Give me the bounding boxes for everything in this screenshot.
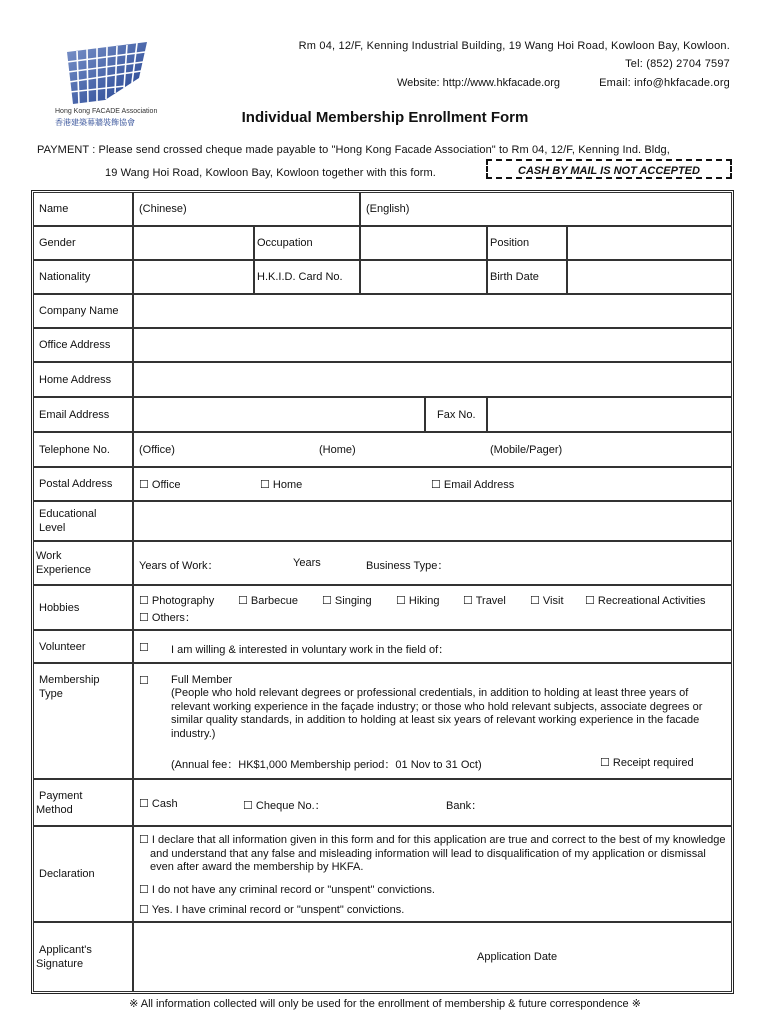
facade-grid-icon xyxy=(55,38,170,108)
volunteer-text: I am willing & interested in voluntary work in the field of： xyxy=(171,644,450,656)
name-label-cell xyxy=(33,192,133,226)
email-label-cell xyxy=(33,397,133,432)
telephone-label-cell xyxy=(33,432,133,467)
postal-address-label: Postal Address xyxy=(39,478,113,490)
declaration-true-checkbox[interactable]: ☐ I declare that all information given in this form and for this application are true and correct to the best of my knowledge and understand that any false and misleading information will lead to disqualification of my application or dismissal even after award the membership by HKFA. xyxy=(139,834,726,873)
membership-label-1: Membership xyxy=(39,674,100,686)
hobby-recreational-checkbox[interactable]: ☐ Recreational Activities xyxy=(585,595,706,607)
business-type-label: Business Type： xyxy=(366,560,449,572)
hobbies-label-cell xyxy=(33,585,133,630)
office-address-field[interactable] xyxy=(133,328,732,362)
tel-office-label: (Office) xyxy=(139,444,175,456)
postal-field xyxy=(133,467,732,501)
hobby-singing-checkbox[interactable]: ☐ Singing xyxy=(322,595,372,607)
work-label-cell xyxy=(33,541,133,585)
gender-field[interactable] xyxy=(133,226,254,260)
birth-label-cell xyxy=(487,260,567,294)
logo-english-name: Hong Kong FACADE Association xyxy=(55,108,158,115)
payment-method-label-1: Payment xyxy=(39,790,83,802)
office-address-label: Office Address xyxy=(39,339,111,351)
occupation-label-cell xyxy=(254,226,360,260)
address-line: Rm 04, 12/F, Kenning Industrial Building, 19 Wang Hoi Road, Kowloon Bay, Kowloon. xyxy=(298,40,730,52)
membership-label-cell xyxy=(33,663,133,779)
payment-instruction-1: PAYMENT : Please send crossed cheque made payable to "Hong Kong Facade Association" to Rm 04, 12/F, Kenning Ind. Bldg, xyxy=(37,144,670,156)
tel-mobile-label: (Mobile/Pager) xyxy=(490,444,563,456)
fax-label-cell xyxy=(425,397,487,432)
home-address-label-cell xyxy=(33,362,133,397)
hobby-visit-checkbox[interactable]: ☐ Visit xyxy=(530,595,564,607)
fax-label: Fax No. xyxy=(437,409,476,421)
volunteer-label: Volunteer xyxy=(39,641,86,653)
payment-instruction-2: 19 Wang Hoi Road, Kowloon Bay, Kowloon together with this form. xyxy=(105,167,436,179)
application-date-label: Application Date xyxy=(477,951,558,963)
occupation-field[interactable] xyxy=(360,226,487,260)
english-label: (English) xyxy=(366,203,410,215)
declaration-label-cell xyxy=(33,826,133,922)
signature-label-1: Applicant's xyxy=(39,944,92,956)
education-label-1: Educational xyxy=(39,508,97,520)
occupation-label: Occupation xyxy=(257,237,313,249)
office-address-label-cell xyxy=(33,328,133,362)
company-field[interactable] xyxy=(133,294,732,328)
position-label: Position xyxy=(490,237,530,249)
payment-method-field xyxy=(133,779,732,826)
nationality-field[interactable] xyxy=(133,260,254,294)
name-chinese-field[interactable] xyxy=(133,192,360,226)
gender-label-cell xyxy=(33,226,133,260)
footer-note: ※ All information collected will only be used for the enrollment of membership & future correspondence ※ xyxy=(129,998,641,1010)
work-label-2: Experience xyxy=(36,564,92,576)
position-field[interactable] xyxy=(567,226,732,260)
hobby-photography-checkbox[interactable]: ☐ Photography xyxy=(139,595,215,607)
email-field[interactable] xyxy=(133,397,425,432)
chinese-label: (Chinese) xyxy=(139,203,187,215)
signature-label-2: Signature xyxy=(36,958,84,970)
company-label: Company Name xyxy=(39,305,119,317)
years-of-work-label: Years of Work： xyxy=(139,560,219,572)
name-english-field[interactable] xyxy=(360,192,732,226)
hobby-travel-checkbox[interactable]: ☐ Travel xyxy=(463,595,506,607)
education-label-2: Level xyxy=(39,522,66,534)
birth-date-field[interactable] xyxy=(567,260,732,294)
tel-home-label: (Home) xyxy=(319,444,356,456)
criminal-record-checkbox[interactable]: ☐ Yes. I have criminal record or "unspent" convictions. xyxy=(139,904,405,916)
receipt-checkbox[interactable]: ☐ Receipt required xyxy=(600,757,694,769)
hobbies-label: Hobbies xyxy=(39,602,80,614)
email-address-label: Email Address xyxy=(39,409,110,421)
membership-label-2: Type xyxy=(39,688,63,700)
hobby-others-checkbox[interactable]: ☐ Others： xyxy=(139,612,196,624)
home-address-field[interactable] xyxy=(133,362,732,397)
email-line: Email: info@hkfacade.org xyxy=(599,77,730,89)
telephone-label: Telephone No. xyxy=(39,444,110,456)
volunteer-label-cell xyxy=(33,630,133,663)
postal-office-checkbox[interactable]: ☐ Office xyxy=(139,479,181,491)
website-text: Website: http://www.hkfacade.org xyxy=(397,77,561,89)
website-line xyxy=(397,77,560,89)
hkid-label-cell xyxy=(254,260,360,294)
volunteer-field xyxy=(133,630,732,663)
postal-label-cell xyxy=(33,467,133,501)
cash-checkbox[interactable]: ☐ Cash xyxy=(139,798,178,810)
birth-date-label: Birth Date xyxy=(490,271,539,283)
postal-home-checkbox[interactable]: ☐ Home xyxy=(260,479,303,491)
volunteer-checkbox[interactable]: ☐ xyxy=(139,642,149,654)
nationality-label: Nationality xyxy=(39,271,91,283)
work-label-1: Work xyxy=(36,550,62,562)
declaration-field xyxy=(133,826,732,922)
payment-method-label-cell xyxy=(33,779,133,826)
nationality-label-cell xyxy=(33,260,133,294)
annual-fee-text: (Annual fee：HK$1,000 Membership period：01 Nov to 31 Oct) xyxy=(171,759,482,771)
logo-chinese-name: 香港建築幕牆裝飾協會 xyxy=(55,118,135,127)
no-criminal-record-checkbox[interactable]: ☐ I do not have any criminal record or "unspent" convictions. xyxy=(139,884,435,896)
cheque-checkbox[interactable]: ☐ Cheque No.： xyxy=(243,800,326,812)
hobby-hiking-checkbox[interactable]: ☐ Hiking xyxy=(396,595,440,607)
postal-email-checkbox[interactable]: ☐ Email Address xyxy=(431,479,515,491)
telephone-line: Tel: (852) 2704 7597 xyxy=(625,58,730,70)
education-field[interactable] xyxy=(133,501,732,541)
hobby-barbecue-checkbox[interactable]: ☐ Barbecue xyxy=(238,595,299,607)
hobbies-field xyxy=(133,585,732,630)
company-label-cell xyxy=(33,294,133,328)
membership-field xyxy=(133,663,732,779)
signature-label-cell xyxy=(33,922,133,992)
position-label-cell xyxy=(487,226,567,260)
cash-notice: CASH BY MAIL IS NOT ACCEPTED xyxy=(486,159,732,179)
name-label: Name xyxy=(39,203,69,215)
hkid-label: H.K.I.D. Card No. xyxy=(257,271,343,283)
declaration-label: Declaration xyxy=(39,868,95,880)
gender-label: Gender xyxy=(39,237,76,249)
signature-field[interactable] xyxy=(133,922,732,992)
home-address-label: Home Address xyxy=(39,374,112,386)
work-field[interactable] xyxy=(133,541,732,585)
member-description: (People who hold relevant degrees or professional credentials, in addition to holding at least three years of relevant working experience in the façade industry; or those who hold relevant subjects, associate degrees or similar quality standards, in addition to holding at least six years of relevant working experience in the facade industry.) xyxy=(171,687,703,740)
full-member-label: Full Member xyxy=(171,674,233,686)
education-label-cell xyxy=(33,501,133,541)
years-label: Years xyxy=(293,557,321,569)
fax-field[interactable] xyxy=(487,397,732,432)
telephone-field[interactable] xyxy=(133,432,732,467)
full-member-checkbox[interactable]: ☐ xyxy=(139,675,149,687)
payment-method-label-2: Method xyxy=(36,804,73,816)
page-title: Individual Membership Enrollment Form xyxy=(241,109,529,126)
bank-label: Bank： xyxy=(446,800,483,812)
hkid-field[interactable] xyxy=(360,260,487,294)
